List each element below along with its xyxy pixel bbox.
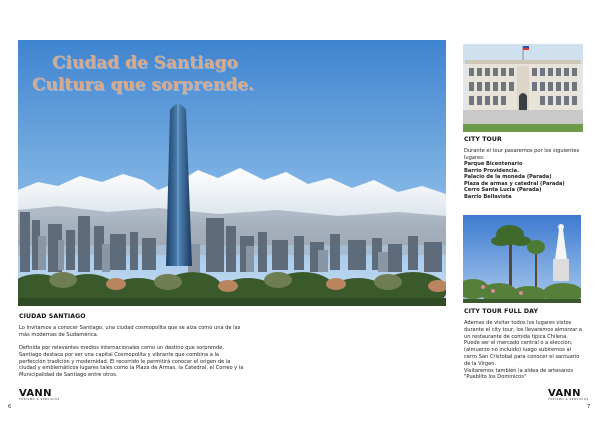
- full-day-line: (almuerzo no incluido) luego subiremos al: [464, 347, 572, 354]
- city-tour-intro-line: Durante el tour pasaremos por los siguientes: [464, 148, 580, 154]
- logo-text: VANN: [548, 388, 581, 399]
- hero-title-line-1: Ciudad de Santiago: [52, 53, 238, 73]
- logo-tagline: TURISMO & SERVICIOS: [548, 398, 589, 401]
- description-line: ciudad y emblemáticos lugares tales como la Plaza de Armas, la Catedral, el Correo y la: [19, 365, 244, 372]
- intro-line: más modernas de Sudamérica.: [19, 331, 99, 338]
- palace-illustration: [463, 44, 583, 132]
- full-day-line: Visitaremos también la aldea de artesanos: [464, 367, 574, 374]
- san-cristobal-illustration: [463, 215, 581, 303]
- la-moneda-palace-photo: [463, 44, 583, 132]
- description-line: Definida por relevantes medios internacionales como un destino que sorprende,: [19, 345, 224, 351]
- full-day-line: Puede ser el mercado central o a elección,: [464, 340, 573, 347]
- place-item: Plaza de armas y catedral (Parada): [464, 180, 565, 187]
- description-paragraph: [19, 345, 379, 379]
- place-item: Parque Bicentenario: [464, 161, 523, 167]
- place-item: Cerro Santa Lucia (Parada): [464, 187, 542, 194]
- place-item: Palacio de la moneda (Parada): [464, 174, 552, 181]
- logo-text: VANN: [19, 388, 52, 399]
- hero-title-line-2: Cultura que sorprende.: [32, 75, 254, 95]
- full-day-line: "Pueblito los Dominicos": [464, 374, 527, 381]
- vann-logo-left: [19, 388, 60, 401]
- page-number-right: 7: [587, 404, 591, 410]
- vann-logo-right: [548, 388, 589, 401]
- city-tour-heading: CITY TOUR: [464, 136, 502, 143]
- full-day-description: [464, 320, 588, 381]
- ciudad-santiago-heading: CIUDAD SANTIAGO: [19, 313, 86, 320]
- city-tour-intro-line: lugares:: [464, 154, 485, 161]
- full-day-line: Ademas de visitar todos los lugares vistos: [464, 320, 572, 326]
- place-item: Barrio Providencia.: [464, 167, 520, 174]
- description-line: perfección tradición y modernidad. El recorrido le permitirá conocer el origen de la: [19, 358, 231, 365]
- page-number-left: 6: [8, 404, 12, 410]
- city-tour-places-list: [464, 161, 588, 201]
- description-line: Santiago destaca por ser una capital Cosmopolita y vibrante que combina a la: [19, 351, 220, 358]
- description-line: Municipalidad de Santiago entre otros.: [19, 372, 118, 379]
- full-day-line: de la Virgen.: [464, 360, 497, 367]
- san-cristobal-photo: [463, 215, 581, 303]
- city-tour-intro: [464, 148, 588, 162]
- full-day-heading: CITY TOUR FULL DAY: [464, 308, 539, 315]
- intro-paragraph: [19, 325, 379, 339]
- intro-line: Lo invitamos a conocer Santiago, una ciudad cosmopolita que se alza como una de las: [19, 325, 241, 331]
- full-day-line: durante el city tour, los llevaremos almorzar a: [464, 326, 583, 333]
- full-day-line: cerro San Cristobal para conocer el santuario: [464, 353, 580, 360]
- logo-tagline: TURISMO & SERVICIOS: [19, 398, 60, 401]
- santiago-skyline-photo: [18, 40, 446, 306]
- full-day-line: un restaurante de comida típica Chilena.: [464, 333, 568, 340]
- place-item: Barrio Bellavista: [464, 193, 512, 200]
- hero-title: [32, 52, 254, 96]
